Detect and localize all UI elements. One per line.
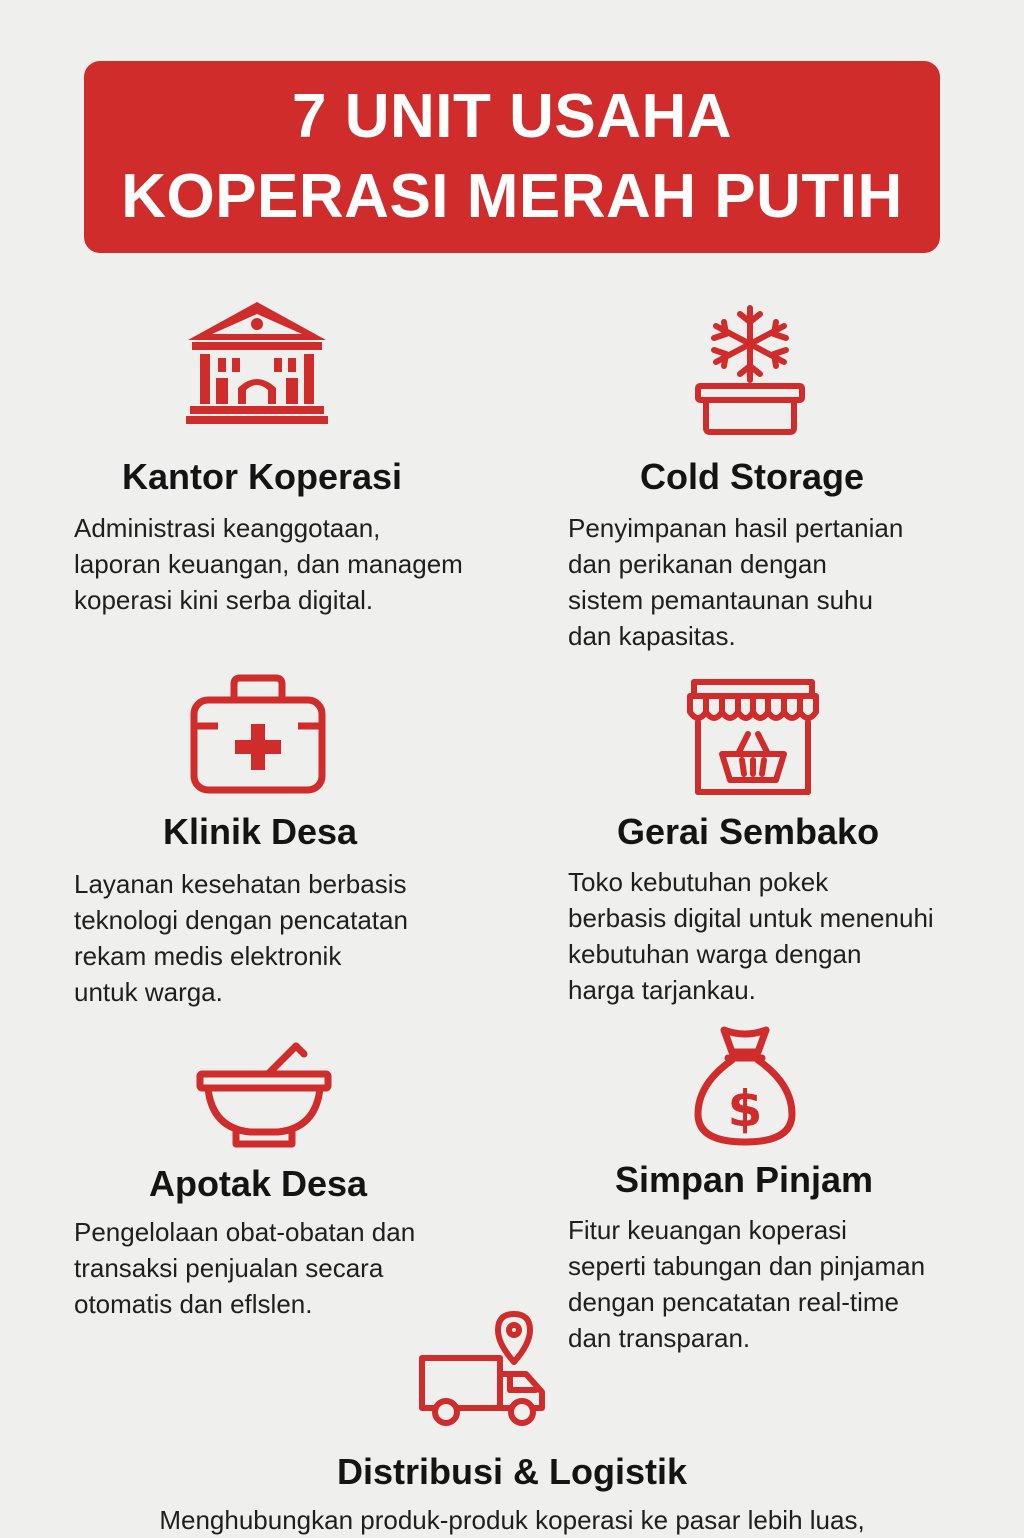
desc-line: seperti tabungan dan pinjaman xyxy=(568,1251,926,1281)
desc-line: Menghubungkan produk-produk koperasi ke pasar lebih luas, xyxy=(159,1505,865,1535)
unit-title-simpan-pinjam: Simpan Pinjam xyxy=(614,1159,874,1200)
desc-line: koperasi kini serba digital. xyxy=(74,585,374,615)
svg-text:$: $ xyxy=(727,1080,763,1138)
bank-building-icon xyxy=(186,300,328,426)
desc-line: dan kapasitas. xyxy=(568,621,736,651)
unit-title-klinik-desa: Klinik Desa xyxy=(162,811,358,852)
unit-title-apotak-desa: Apotak Desa xyxy=(148,1163,368,1204)
desc-line: Fitur keuangan koperasi xyxy=(568,1215,847,1245)
desc-line: harga tarjankau. xyxy=(568,975,756,1005)
unit-title-distribusi-logistik: Distribusi & Logistik xyxy=(336,1451,688,1492)
unit-title-gerai-sembako: Gerai Sembako xyxy=(616,811,880,852)
desc-line: rekam medis elektronik xyxy=(74,941,342,971)
desc-line: dan perikanan dengan xyxy=(568,549,827,579)
unit-desc-apotak-desa xyxy=(74,1214,415,1322)
desc-line: berbasis digital untuk menenuhi xyxy=(568,903,934,933)
page-title-line-1: 7 UNIT USAHA xyxy=(291,82,733,151)
unit-desc-kantor-koperasi xyxy=(74,510,463,618)
desc-line: Layanan kesehatan berbasis xyxy=(74,869,407,899)
page-title-line-2: KOPERASI MERAH PUTIH xyxy=(121,162,903,231)
desc-line: Penyimpanan hasil pertanian xyxy=(568,513,904,543)
unit-title-kantor-koperasi: Kantor Koperasi xyxy=(121,456,403,497)
unit-desc-klinik-desa xyxy=(74,866,408,1010)
desc-line: Pengelolaan obat-obatan dan xyxy=(74,1217,416,1247)
title-banner xyxy=(84,61,940,253)
money-bag-icon xyxy=(694,1024,796,1148)
unit-desc-simpan-pinjam xyxy=(568,1212,925,1356)
desc-line: Toko kebutuhan pokek xyxy=(568,867,829,897)
mortar-pestle-icon xyxy=(196,1036,332,1148)
snowflake-box-icon xyxy=(694,304,806,436)
desc-line: sistem pemantaunan suhu xyxy=(568,585,873,615)
desc-line: Administrasi keanggotaan, xyxy=(74,513,381,543)
unit-desc-gerai-sembako xyxy=(568,864,934,1008)
unit-title-cold-storage: Cold Storage xyxy=(639,456,864,497)
desc-line: dengan pencatatan real-time xyxy=(568,1287,900,1317)
storefront-basket-icon xyxy=(686,678,820,796)
desc-line: kebutuhan warga dengan xyxy=(568,939,862,969)
delivery-truck-location-icon xyxy=(418,1308,548,1432)
desc-line: dan transparan. xyxy=(568,1323,751,1353)
desc-line: teknologi dengan pencatatan xyxy=(74,905,408,935)
desc-line: untuk warga. xyxy=(74,977,223,1007)
unit-desc-cold-storage xyxy=(568,510,903,654)
desc-line: otomatis dan eflslen. xyxy=(74,1289,313,1319)
unit-desc-distribusi-logistik xyxy=(0,1502,1024,1538)
desc-line: laporan keuangan, dan managem xyxy=(74,549,463,579)
medical-kit-icon xyxy=(190,674,326,794)
desc-line: transaksi penjualan secara xyxy=(74,1253,384,1283)
